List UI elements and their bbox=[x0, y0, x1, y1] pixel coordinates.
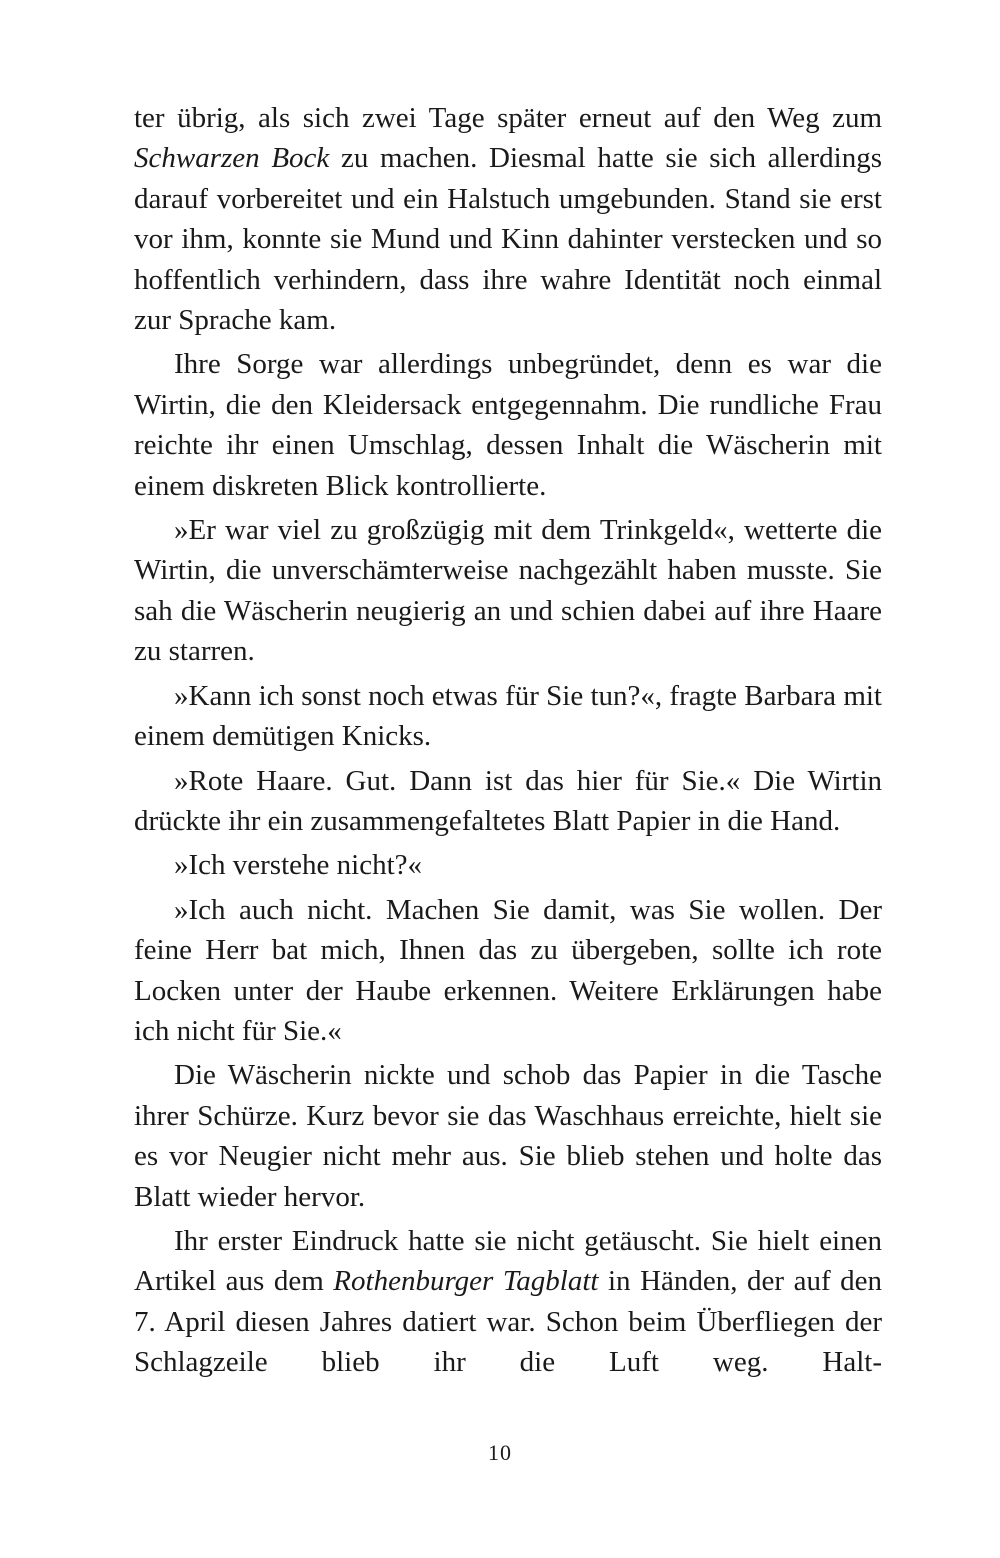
paragraph bbox=[134, 761, 882, 842]
paragraph bbox=[134, 676, 882, 757]
text-run: ter übrig, als sich zwei Tage später erneut auf den Weg zum bbox=[134, 102, 882, 134]
paragraph bbox=[134, 1055, 882, 1217]
text-run: Die Wäscherin nickte und schob das Papier in die Tasche ihrer Schürze. Kurz bevor sie das Waschhaus erreichte, hielt sie es vor Neugier nicht mehr aus. Sie blieb stehen und holte das Blatt wieder hervor. bbox=[134, 1059, 882, 1213]
text-run: zu machen. Diesmal hatte sie sich allerdings darauf vorbereitet und ein Halstuch umgebunden. Stand sie erst vor ihm, konnte sie Mund und Kinn dahinter verstecken und so hoffentlich verhindern, dass ihre wahre Identität noch einmal zur Sprache kam. bbox=[134, 142, 882, 337]
italic-title: Schwarzen Bock bbox=[134, 142, 330, 175]
paragraph bbox=[134, 344, 882, 506]
italic-title: Rothenburger Tagblatt bbox=[333, 1265, 599, 1298]
text-run: Ihr erster Eindruck hatte sie nicht getäuscht. Sie hielt einen Artikel aus dem bbox=[134, 1224, 882, 1298]
body-text bbox=[134, 98, 882, 1387]
text-run: Ihre Sorge war allerdings unbegründet, denn es war die Wirtin, die den Kleidersack entgegennahm. Die rundliche Frau reichte ihr einen Umschlag, dessen Inhalt die Wäscherin mit einem diskreten Blick kontrollierte. bbox=[134, 348, 882, 502]
text-run: »Kann ich sonst noch etwas für Sie tun?«, fragte Barbara mit einem demütigen Knicks. bbox=[134, 679, 882, 753]
text-run: »Ich auch nicht. Machen Sie damit, was Sie wollen. Der feine Herr bat mich, Ihnen das zu übergeben, sollte ich rote Locken unter der Haube erkennen. Weitere Erklärungen habe ich nicht für Sie.« bbox=[134, 893, 882, 1047]
text-run: »Rote Haare. Gut. Dann ist das hier für Sie.« Die Wirtin drückte ihr ein zusammengefaltetes Blatt Papier in die Hand. bbox=[134, 764, 882, 837]
paragraph bbox=[134, 845, 882, 885]
paragraph bbox=[134, 1221, 882, 1383]
page-number: 10 bbox=[488, 1440, 512, 1465]
paragraph bbox=[134, 510, 882, 672]
text-run: »Ich verstehe nicht?« bbox=[174, 849, 423, 882]
text-run: »Er war viel zu großzügig mit dem Trinkgeld«, wetterte die Wirtin, die unverschämterweise nachgezählt haben musste. Sie sah die Wäscherin neugierig an und schien dabei auf ihre Haare zu starren. bbox=[134, 514, 882, 668]
text-run: in Händen, der auf den 7. April diesen Jahres datiert war. Schon beim Überfliegen der Schlagzeile blieb ihr die Luft weg. Halt- bbox=[134, 1265, 882, 1379]
paragraph bbox=[134, 98, 882, 340]
paragraph bbox=[134, 890, 882, 1052]
